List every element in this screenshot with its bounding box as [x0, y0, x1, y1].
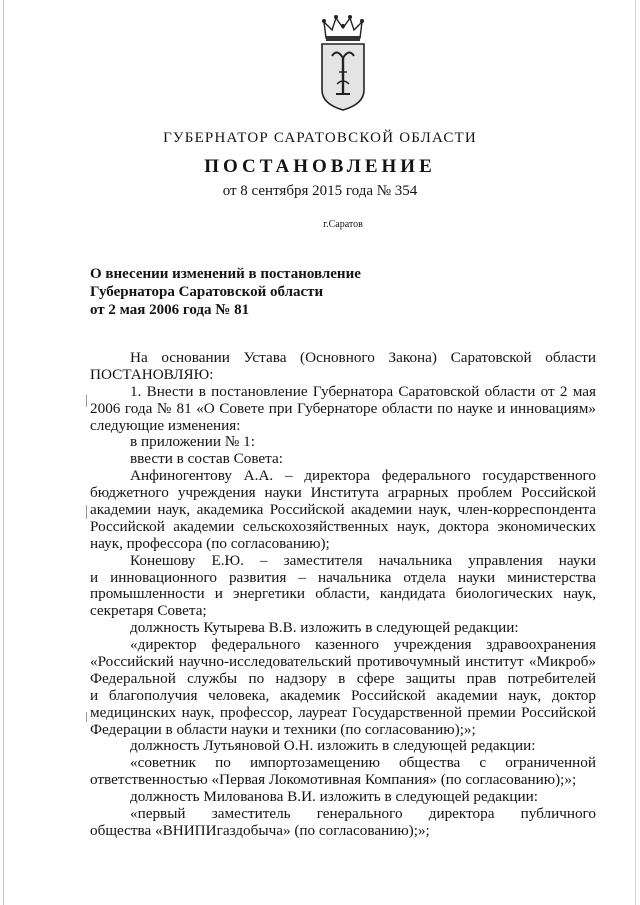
- body-line: в приложении № 1:: [130, 433, 255, 451]
- shield-icon: [322, 44, 364, 110]
- body-line: и благополучия человека, академик Российской академии наук, доктор: [90, 687, 596, 704]
- body-line: ввести в состав Совета:: [130, 450, 283, 468]
- subject-line: О внесении изменений в постановление: [90, 266, 361, 282]
- document-body: [90, 350, 596, 840]
- body-line: медицинских наук, профессор, лауреат Государственной премии Российской: [90, 704, 596, 721]
- subject-line: от 2 мая 2006 года № 81: [90, 302, 250, 318]
- body-line: Российской академии сельскохозяйственных наук, доктора экономических: [90, 518, 596, 535]
- document-type: ПОСТАНОВЛЕНИЕ: [204, 156, 436, 177]
- body-line: следующие изменения:: [90, 416, 241, 434]
- coat-of-arms-emblem: [318, 12, 368, 112]
- body-line: Федерации в области науки и техники (по согласованию);»;: [90, 720, 476, 738]
- margin-mark: [86, 712, 87, 722]
- body-line: бюджетного учреждения науки Института аграрных проблем Российской: [90, 485, 596, 502]
- body-line: «советник по импортозамещению общества с ограниченной: [130, 755, 596, 772]
- body-line: ответственностью «Первая Локомотивная Компания» (по согласованию);»;: [90, 771, 577, 789]
- subject-line: Губернатора Саратовской области: [90, 284, 324, 300]
- document-subject: [90, 265, 361, 319]
- body-line: и инновационного развития – начальника отдела науки министерства: [90, 569, 596, 586]
- issuing-authority: ГУБЕРНАТОР САРАТОВСКОЙ ОБЛАСТИ: [163, 130, 477, 146]
- body-line: 1. Внести в постановление Губернатора Саратовской области от 2 мая: [130, 383, 596, 400]
- document-date-number: от 8 сентября 2015 года № 354: [222, 183, 418, 199]
- body-line: секретаря Совета;: [90, 602, 207, 620]
- body-line: должность Лутьяновой О.Н. изложить в следующей редакции:: [130, 737, 536, 755]
- body-line: должность Кутырева В.В. изложить в следующей редакции:: [130, 619, 519, 637]
- body-line: Анфиногентову А.А. – директора федерального государственного: [130, 468, 596, 485]
- body-line: «Российский научно-исследовательский противочумный институт «Микроб»: [90, 654, 596, 671]
- body-line: наук, профессора (по согласованию);: [90, 534, 330, 552]
- body-line: 2006 года № 81 «О Совете при Губернаторе области по науке и инновациям»: [90, 400, 596, 417]
- body-line: должность Милованова В.И. изложить в следующей редакции:: [130, 788, 538, 806]
- body-line: ПОСТАНОВЛЯЮ:: [90, 365, 214, 383]
- body-line: Конешову Е.Ю. – заместителя начальника управления науки: [130, 552, 596, 569]
- body-line: промышленности и энергетики области, кандидата биологических наук,: [90, 586, 596, 603]
- body-line: Федеральной службы по надзору в сфере защиты прав потребителей: [90, 670, 596, 687]
- body-line: На основании Устава (Основного Закона) Саратовской области: [130, 350, 596, 366]
- document-city: г.Саратов: [323, 219, 363, 230]
- body-line: академии наук, академика Российской академии наук, член-корреспондента: [90, 502, 596, 519]
- margin-mark: [86, 505, 87, 519]
- body-line: «директор федерального казенного учреждения здравоохранения: [130, 637, 596, 654]
- crown-icon: [322, 15, 364, 41]
- margin-mark: [86, 395, 87, 407]
- body-line: общества «ВНИПИгаздобыча» (по согласованию);»;: [90, 821, 430, 839]
- body-line: «первый заместитель генерального директора публичного: [130, 806, 596, 823]
